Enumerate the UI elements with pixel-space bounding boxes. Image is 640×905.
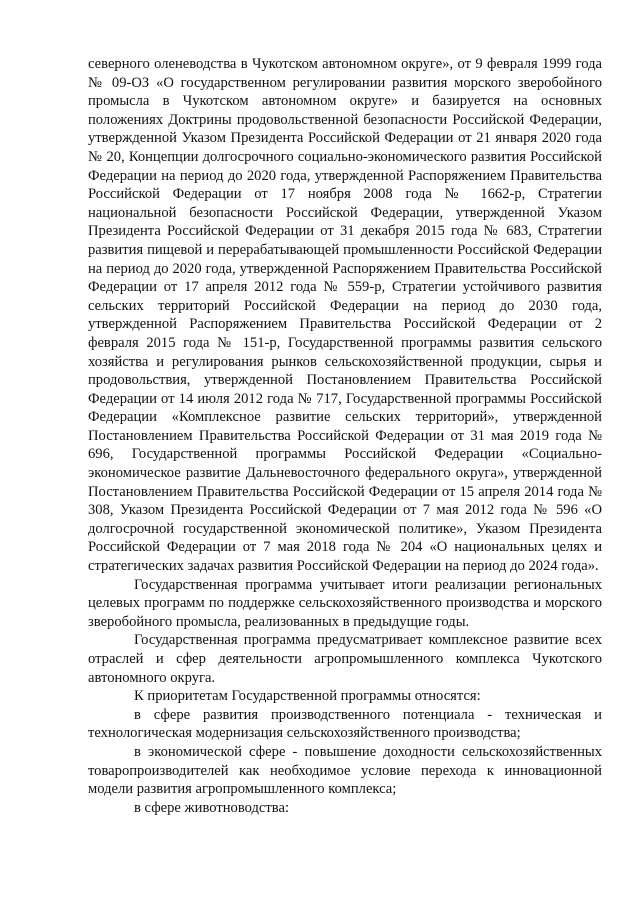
paragraph-legal-basis: северного оленеводства в Чукотском автономном округе», от 9 февраля 1999 года № 09-ОЗ «О государственном регулировании развития морского зверобойного промысла в Чукотском автономном округе» и базируется на основных положениях Доктрины продовольственной безопасности Российской Федерации, утвержденной Указом Президента Российской Федерации от 21 января 2020 года № 20, Концепции долгосрочного социально-экономического развития Российской Федерации на период до 2020 года, утвержденной Распоряжением Правительства Российской Федерации от 17 ноября 2008 года № 1662-р, Стратегии национальной безопасности Российской Федерации, утвержденной Указом Президента Российской Федерации от 31 декабря 2015 года № 683, Стратегии развития пищевой и перерабатывающей промышленности Российской Федерации на период до 2020 года, утвержденной Распоряжением Правительства Российской Федерации от 17 апреля 2012 года № 559-р, Стратегии устойчивого развития сельских территорий Российской Федерации на период до 2030 года, утвержденной Распоряжением Правительства Российской Федерации от 2 февраля 2015 года № 151-р, Государственной программы развития сельского хозяйства и регулирования рынков сельскохозяйственной продукции, сырья и продовольствия, утвержденной Постановлением Правительства Российской Федерации от 14 июля 2012 года № 717, Государственной программы Российской Федерации «Комплексное развитие сельских территорий», утвержденной Постановлением Правительства Российской Федерации от 31 мая 2019 года № 696, Государственной программы Российской Федерации «Социально-экономическое развитие Дальневосточного федерального округа», утвержденной Постановлением Правительства Российской Федерации от 15 апреля 2014 года № 308, Указом Президента Российской Федерации от 7 мая 2012 года № 596 «О долгосрочной государственной экономической политике», Указом Президента Российской Федерации от 7 мая 2018 года № 204 «О национальных целях и стратегических задачах развития Российской Федерации на период до 2024 года».: [88, 56, 602, 575]
paragraph-priority-livestock: в сфере животноводства:: [134, 799, 290, 816]
paragraph-program-results: Государственная программа учитывает итоги реализации региональных целевых программ по поддержке сельскохозяйственного производства и морского зверобойного промысла, реализованных в предыдущие годы.: [88, 576, 602, 630]
paragraph-comprehensive-development: Государственная программа предусматривает комплексное развитие всех отраслей и сфер деятельности агропромышленного комплекса Чукотского автономного округа.: [88, 632, 602, 686]
paragraph-priority-economic: в экономической сфере - повышение доходности сельскохозяйственных товаропроизводителей как необходимое условие перехода к инновационной модели развития агропромышленного комплекса;: [88, 743, 602, 798]
paragraph-priorities-intro: К приоритетам Государственной программы относятся:: [134, 688, 481, 705]
paragraph-priority-production: в сфере развития производственного потенциала - техническая и технологическая модернизация сельскохозяйственного производства;: [88, 706, 602, 742]
